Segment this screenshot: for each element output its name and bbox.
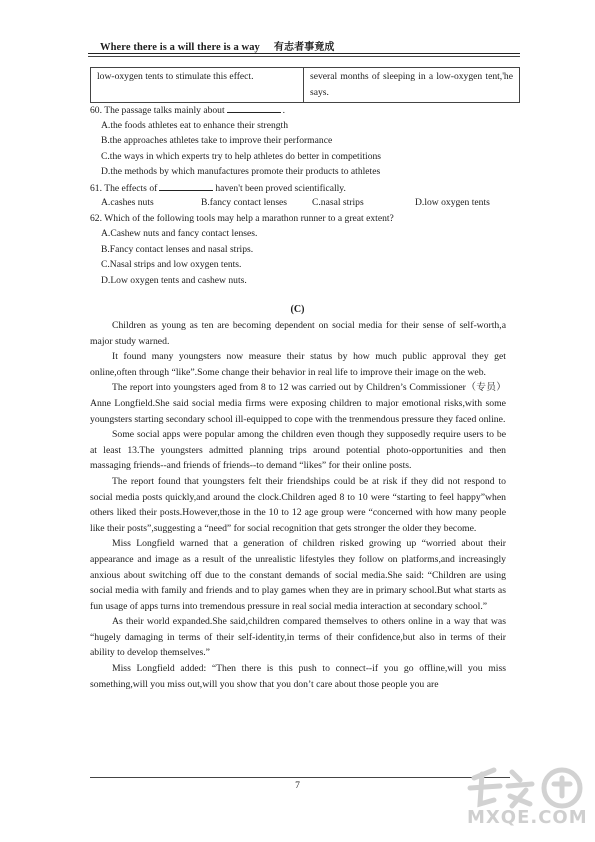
page-number: 7 [295,780,300,791]
answer-blank [227,102,281,113]
paragraph: Miss Longfield added: “Then there is this push to connect--if you go offline,will you miss something,will you miss out,will you show that you don’t care about those people you are [90,663,506,690]
question-60-option-b: B.the approaches athletes take to improve their performance [101,135,333,146]
question-61-text: 61. The effects of [90,182,158,194]
table-row [91,68,520,103]
question-61-option-c: C.nasal strips [312,197,364,208]
question-61-text-after: haven't been proved scientifically. [215,182,346,194]
paragraph: Miss Longfield warned that a generation of children risked growing up “worried about their appearance and image as a result of the unrealistic lifestyles they follow on platforms,and increasingly anxious about switching off due to the constant demands of social media.She said: “Children are using social media with family and friends and to play games when they are in primary school.But what starts as fun usage of apps turns into tremendous pressure in real social media interaction at secondary school.” [90,538,506,612]
reading-passage [90,318,506,692]
page-header [100,38,335,53]
paragraph: Children as young as ten are becoming dependent on social media for their sense of self-worth,a major study warned. [90,320,506,347]
question-60-text: 60. The passage talks mainly about [90,105,225,116]
question-62-stem: 62. Which of the following tools may help a marathon runner to a great extent? [90,212,394,224]
continuation-table [90,67,520,103]
header-rule-thin [88,56,520,57]
paragraph: Some social apps were popular among the children even though they supposedly require users to be at least 13.The youngsters admitted planning trips around potential photo-opportunities and then massaging friends--and friends of friends--to demand “likes” for their online posts. [90,429,506,472]
question-60-punct: . [282,105,286,116]
question-60-option-c: C.the ways in which experts try to help athletes do better in competitions [101,150,382,162]
header-rule-thick [88,53,520,54]
question-61-option-d: D.low oxygen tents [415,197,490,208]
question-61-option-a: A.cashes nuts [101,197,154,208]
question-61-option-b: B.fancy contact lenses [201,197,288,208]
watermark-text: MXQE.COM [467,807,588,828]
question-60-option-a: A.the foods athletes eat to enhance their strength [101,119,289,131]
paragraph: As their world expanded.She said,children compared themselves to others online in a way that was “hugely damaging in terms of their self-identity,in terms of their confidence,but also in terms of their ability to develop themselves.” [90,616,506,659]
header-motto-chinese: 有志者事竟成 [273,42,335,53]
paragraph: It found many youngsters now measure their status by how much public approval they get online,often through “like”.Some change their behavior in real life to improve their image on the web. [90,351,506,378]
question-62-option-d: D.Low oxygen tents and cashew nuts. [101,274,247,286]
table-cell-right: several months of sleeping in a low-oxygen tent,'he says. [304,68,520,103]
question-60-stem [90,102,520,119]
paragraph: The report found that youngsters felt their friendships could be at risk if they did not respond to social media posts quickly,and around the clock.Children aged 8 to 10 were “starting to feel happy”when others liked their posts.However,those in the 10 to 12 age group were “concerned with how many people like their posts”,suggesting a “need” for social recognition that gets stronger the older they become. [90,475,506,534]
question-62-option-a: A.Cashew nuts and fancy contact lenses. [101,228,258,239]
paragraph: The report into youngsters aged from 8 to 12 was carried out by Children’s Commissioner（专员）Anne Longfield.She said social media firms were exposing children to major emotional risks,with some youngsters starting secondary school ill-equipped to cope with the trenmendous pressure they faced online. [90,382,506,425]
section-title: (C) [290,304,305,315]
header-motto-english: Where there is a will there is a way [100,42,260,53]
table-cell-left: low-oxygen tents to stimulate this effect. [91,68,304,103]
question-62-option-c: C.Nasal strips and low oxygen tents. [101,259,242,270]
question-61-stem [90,180,520,197]
answer-blank [159,180,213,191]
question-60-option-d: D.the methods by which manufactures promote their products to athletes [101,166,381,177]
footer-rule [90,777,510,778]
question-62-option-b: B.Fancy contact lenses and nasal strips. [101,243,254,255]
